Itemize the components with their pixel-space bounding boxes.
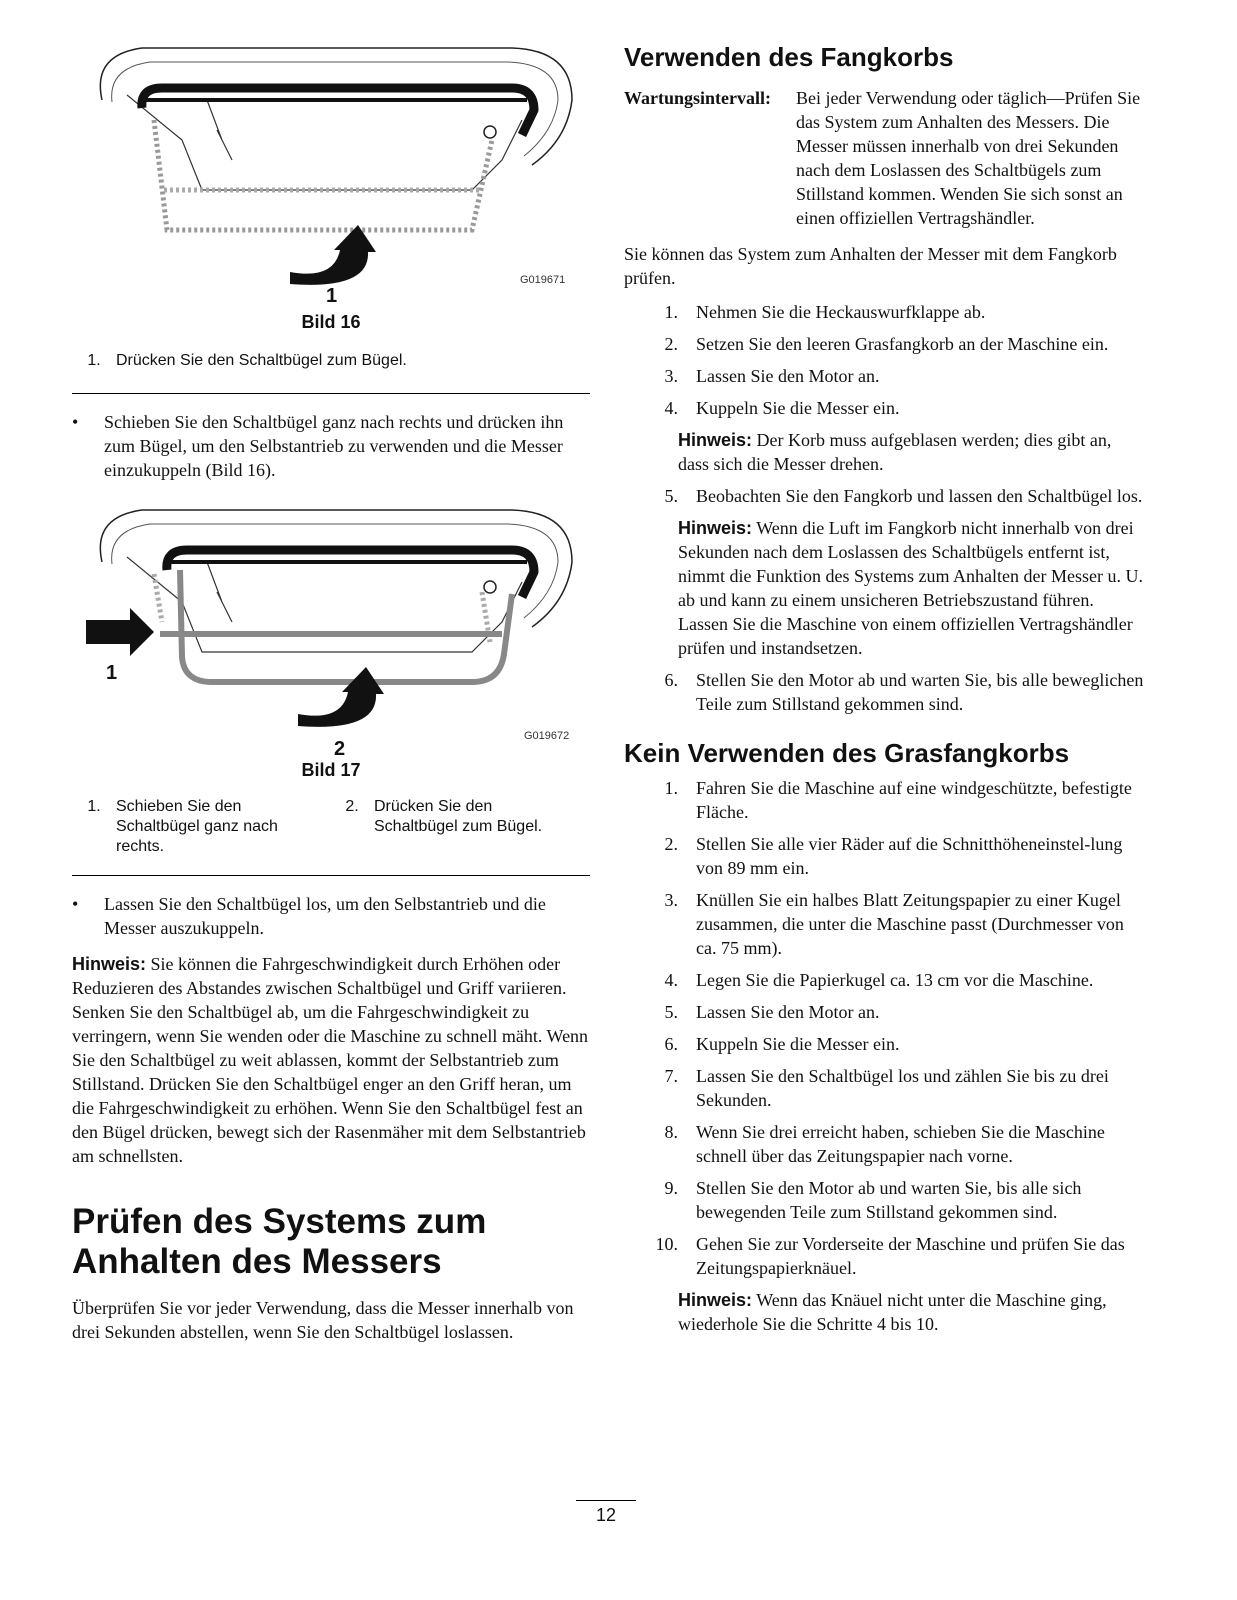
list-item <box>624 832 1146 880</box>
list-item <box>624 1232 1146 1280</box>
footer-rule <box>576 1500 636 1501</box>
maintenance-interval <box>624 86 1146 230</box>
step-number: 10. <box>655 1234 678 1254</box>
bullet-item <box>72 410 590 482</box>
step-text: Stellen Sie den Motor ab und warten Sie, bis alle sich bewegenden Teile zum Stillstand gekommen sind. <box>696 1178 1082 1222</box>
list-item <box>624 484 1146 508</box>
legend-item <box>330 797 588 857</box>
list-item <box>624 968 1146 992</box>
note-label: Hinweis: <box>72 954 147 974</box>
step-text: Fahren Sie die Maschine auf eine windgeschützte, befestigte Fläche. <box>696 778 1132 822</box>
step-number: 6. <box>664 670 678 690</box>
figure-16 <box>72 40 590 307</box>
note-paragraph <box>624 1288 1146 1336</box>
step-text: Stellen Sie alle vier Räder auf die Schnitthöheneinstel-lung von 89 mm ein. <box>696 834 1123 878</box>
legend-text: Schieben Sie den Schaltbügel ganz nach rechts. <box>116 798 278 855</box>
bullet-item <box>72 892 590 940</box>
list-item <box>624 1032 1146 1056</box>
note-text: Der Korb muss aufgeblasen werden; dies gibt an, dass sich die Messer drehen. <box>678 430 1112 474</box>
bullet-dot: • <box>72 412 79 432</box>
maintenance-text: Bei jeder Verwendung oder täglich—Prüfen Sie das System zum Anhalten des Messers. Die Messer müssen innerhalb von drei Sekunden nach dem Loslassen des Schaltbügels zum Stillstand kommen. Wenden Sie sich sonst an einen offiziellen Vertragshändler. <box>796 88 1141 228</box>
step-text: Knüllen Sie ein halbes Blatt Zeitungspapier zu einer Kugel zusammen, die unter die Maschine passt (Durchmesser von ca. 75 mm). <box>696 890 1124 958</box>
bullet-text: Lassen Sie den Schaltbügel los, um den Selbstantrieb und die Messer auszukuppeln. <box>104 894 546 938</box>
step-text: Setzen Sie den leeren Grasfangkorb an der Maschine ein. <box>696 334 1109 354</box>
list-item <box>624 300 1146 324</box>
step-number: 2. <box>664 334 678 354</box>
step-number: 5. <box>664 486 678 506</box>
note-text: Sie können die Fahrgeschwindigkeit durch Erhöhen oder Reduzieren des Abstandes zwischen Schaltbügel und Griff variieren. Senken Sie den Schaltbügel ab, um die Fahrgeschwindigkeit zu verringern, wenn Sie wenden oder die Maschine zu schnell mäht. Wenn Sie den Schaltbügel zu weit ablassen, kommt der Selbstantrieb zum Stillstand. Drücken Sie den Schaltbügel enger an den Griff heran, um die Fahrgeschwindigkeit zu erhöhen. Wenn Sie den Schaltbügel fest an den Bügel drücken, bewegt sich der Rasenmäher mit dem Selbstantrieb am schnellsten. <box>72 954 589 1166</box>
maintenance-label: Wartungsintervall: <box>624 88 771 108</box>
section-heading: Kein Verwenden des Grasfangkorbs <box>624 738 1070 768</box>
legend-number: 1. <box>87 798 101 815</box>
list-item <box>624 1064 1146 1112</box>
step-text: Legen Sie die Papierkugel ca. 13 cm vor die Maschine. <box>696 970 1094 990</box>
legend-text: Drücken Sie den Schaltbügel zum Bügel. <box>116 352 407 369</box>
step-text: Lassen Sie den Motor an. <box>696 1002 880 1022</box>
legend-item <box>72 351 590 371</box>
legend-text: Drücken Sie den Schaltbügel zum Bügel. <box>374 798 543 835</box>
step-number: 4. <box>664 970 678 990</box>
section-paragraph: Sie können das System zum Anhalten der Messer mit dem Fangkorb prüfen. <box>624 244 1117 288</box>
step-list-kein <box>624 776 1146 1336</box>
note-label: Hinweis: <box>678 430 753 450</box>
step-text: Stellen Sie den Motor ab und warten Sie, bis alle beweglichen Teile zum Stillstand gekommen sind. <box>696 670 1144 714</box>
step-text: Wenn Sie drei erreicht haben, schieben Sie die Maschine schnell über das Zeitungspapier nach vorne. <box>696 1122 1105 1166</box>
step-number: 6. <box>664 1034 678 1054</box>
figure-code: G019671 <box>520 274 566 286</box>
step-text: Gehen Sie zur Vorderseite der Maschine und prüfen Sie das Zeitungspapierknäuel. <box>696 1234 1125 1278</box>
list-item <box>624 1176 1146 1224</box>
list-item <box>624 1000 1146 1024</box>
bullet-dot: • <box>72 894 79 914</box>
handle-illustration-16 <box>72 40 590 290</box>
step-number: 7. <box>664 1066 678 1086</box>
step-text: Kuppeln Sie die Messer ein. <box>696 1034 900 1054</box>
callout-2: 2 <box>334 738 346 760</box>
step-number: 9. <box>664 1178 678 1198</box>
page-number: 12 <box>595 1505 617 1525</box>
heading-line: Anhalten des Messers <box>72 1242 442 1281</box>
step-text: Kuppeln Sie die Messer ein. <box>696 398 900 418</box>
list-item <box>624 396 1146 420</box>
step-text: Nehmen Sie die Heckauswurfklappe ab. <box>696 302 986 322</box>
figure-caption: Bild 17 <box>301 760 361 780</box>
note-label: Hinweis: <box>678 518 753 538</box>
figure-code: G019672 <box>524 730 570 742</box>
left-column <box>72 40 590 1344</box>
step-text: Beobachten Sie den Fangkorb und lassen den Schaltbügel los. <box>696 486 1143 506</box>
note-paragraph <box>624 428 1146 476</box>
figure-legend <box>72 351 590 371</box>
section-heading: Verwenden des Fangkorbs <box>624 42 954 72</box>
heading-line: Prüfen des Systems zum <box>72 1202 487 1241</box>
callout-1: 1 <box>326 285 338 307</box>
note-text: Wenn die Luft im Fangkorb nicht innerhalb von drei Sekunden nach dem Loslassen des Schaltbügels entfernt ist, nimmt die Funktion des Systems zum Anhalten der Messer u. U. ab und kann zu einem unsicheren Betriebszustand führen. Lassen Sie die Maschine von einem offiziellen Vertragshändler prüfen und instandsetzen. <box>678 518 1143 658</box>
step-number: 4. <box>664 398 678 418</box>
legend-item <box>72 797 330 857</box>
figure-legend <box>72 797 590 857</box>
right-column <box>624 40 1146 1344</box>
list-item <box>624 668 1146 716</box>
step-number: 1. <box>664 778 678 798</box>
note-paragraph <box>72 952 590 1168</box>
note-label: Hinweis: <box>678 1290 753 1310</box>
bullet-text: Schieben Sie den Schaltbügel ganz nach rechts und drücken ihn zum Bügel, um den Selbstantrieb zu verwenden und die Messer einzukuppeln (Bild 16). <box>104 412 564 480</box>
step-number: 2. <box>664 834 678 854</box>
section-paragraph: Überprüfen Sie vor jeder Verwendung, dass die Messer innerhalb von drei Sekunden abstellen, wenn Sie den Schaltbügel loslassen. <box>72 1298 574 1342</box>
section-heading <box>72 1202 590 1282</box>
figure-17 <box>72 502 590 760</box>
list-item <box>624 888 1146 960</box>
handle-illustration-17 <box>72 502 590 760</box>
list-item <box>624 776 1146 824</box>
callout-1: 1 <box>106 662 118 684</box>
note-text: Wenn das Knäuel nicht unter die Maschine ging, wiederhole Sie die Schritte 4 bis 10. <box>678 1290 1107 1334</box>
divider <box>72 393 590 394</box>
step-number: 3. <box>664 366 678 386</box>
legend-number: 1. <box>87 352 101 369</box>
step-number: 1. <box>664 302 678 322</box>
step-number: 3. <box>664 890 678 910</box>
note-paragraph <box>624 516 1146 660</box>
step-number: 8. <box>664 1122 678 1142</box>
step-list-fangkorb <box>624 300 1146 716</box>
step-text: Lassen Sie den Schaltbügel los und zählen Sie bis zu drei Sekunden. <box>696 1066 1109 1110</box>
list-item <box>624 364 1146 388</box>
list-item <box>624 332 1146 356</box>
step-text: Lassen Sie den Motor an. <box>696 366 880 386</box>
step-number: 5. <box>664 1002 678 1022</box>
list-item <box>624 1120 1146 1168</box>
figure-caption: Bild 16 <box>301 312 361 332</box>
divider <box>72 875 590 876</box>
legend-number: 2. <box>345 798 359 815</box>
